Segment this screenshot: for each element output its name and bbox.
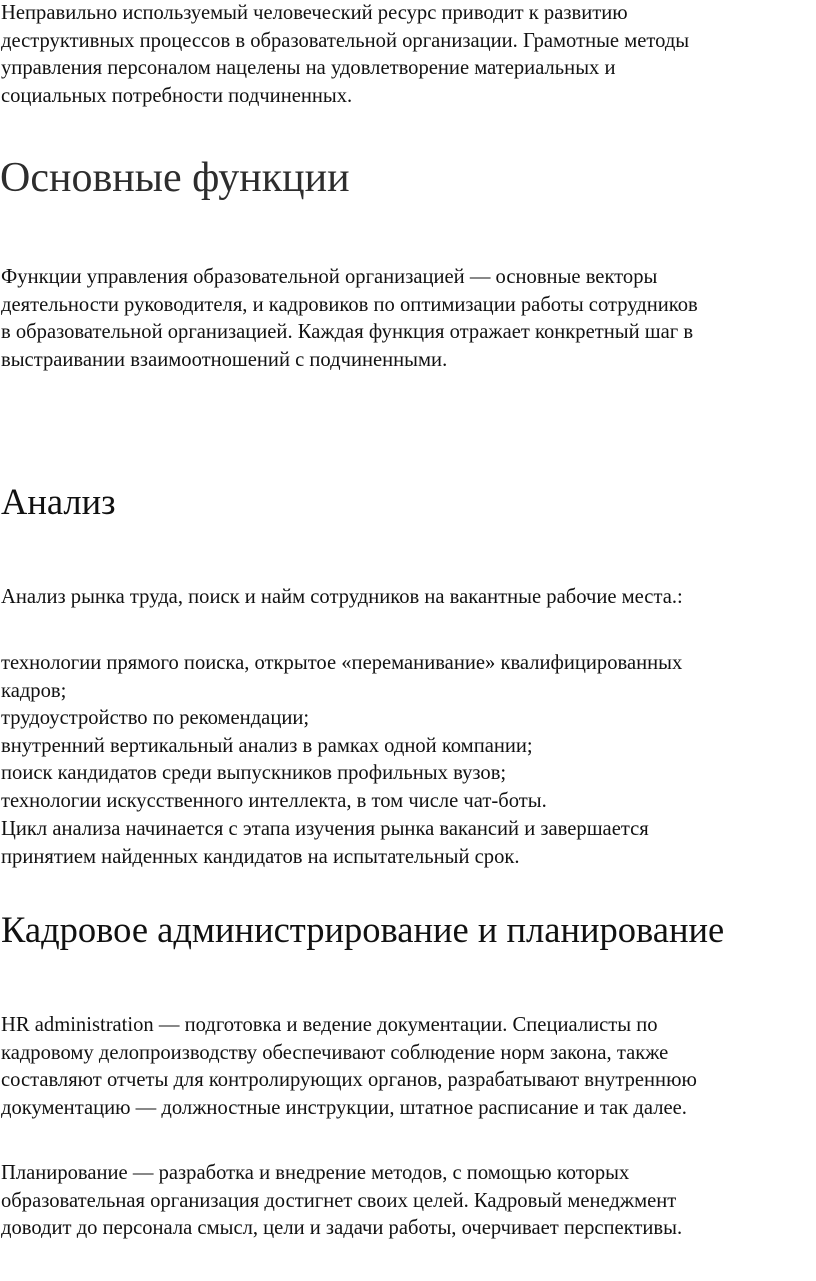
hr-line: составляют отчеты для контролирующих органов, разрабатывают внутреннюю — [1, 1069, 697, 1092]
functions-paragraph — [1, 264, 813, 374]
analysis-list — [1, 650, 813, 816]
functions-line: Функции управления образовательной организацией — основные векторы — [1, 266, 658, 288]
functions-heading: Основные функции — [0, 155, 350, 201]
intro-paragraph — [1, 0, 813, 110]
list-item — [1, 733, 813, 761]
hr-administration-paragraph — [1, 1012, 813, 1122]
hr-line: HR administration — подготовка и ведение документации. Специалисты по — [1, 1014, 658, 1036]
list-item-line: технологии прямого поиска, открытое «переманивание» квалифицированных — [1, 652, 683, 674]
list-item-line: внутренний вертикальный анализ в рамках одной компании; — [1, 734, 533, 757]
intro-line: Неправильно используемый человеческий ресурс приводит к развитию — [1, 2, 628, 24]
hr-line: кадровому делопроизводству обеспечивают соблюдение норм закона, также — [1, 1041, 669, 1064]
list-item — [1, 760, 813, 788]
analysis-lead-line: Анализ рынка труда, поиск и найм сотрудников на вакантные рабочие места.: — [1, 586, 683, 608]
hr-line: документацию — должностные инструкции, штатное расписание и так далее. — [1, 1096, 687, 1119]
planning-line: Планирование — разработка и внедрение методов, с помощью которых — [1, 1162, 630, 1184]
list-item-line: поиск кандидатов среди выпускников профильных вузов; — [1, 762, 507, 785]
analysis-heading: Анализ — [1, 481, 116, 522]
functions-line: выстраивании взаимоотношений с подчиненными. — [1, 348, 448, 371]
intro-line: социальных потребности подчиненных. — [1, 84, 353, 107]
planning-line: образовательная организация достигнет своих целей. Кадровый менеджмент — [1, 1189, 677, 1212]
functions-line: деятельности руководителя, и кадровиков по оптимизации работы сотрудников — [1, 293, 698, 316]
cycle-line: принятием найденных кандидатов на испытательный срок. — [1, 845, 520, 868]
analysis-cycle-paragraph — [1, 816, 813, 871]
list-item-line: кадров; — [1, 679, 67, 702]
list-item — [1, 788, 813, 816]
functions-line: в образовательной организацией. Каждая функция отражает конкретный шаг в — [1, 321, 694, 344]
list-item — [1, 650, 813, 705]
planning-line: доводит до персонала смысл, цели и задачи работы, очерчивает перспективы. — [1, 1217, 683, 1240]
list-item-line: трудоустройство по рекомендации; — [1, 707, 310, 730]
intro-line: управления персоналом нацелены на удовлетворение материальных и — [1, 57, 616, 80]
cycle-line: Цикл анализа начинается с этапа изучения рынка вакансий и завершается — [1, 818, 649, 840]
intro-line: деструктивных процессов в образовательной организации. Грамотные методы — [1, 29, 690, 52]
analysis-lead — [1, 584, 813, 612]
list-item-line: технологии искусственного интеллекта, в том числе чат-боты. — [1, 789, 547, 812]
administration-heading: Кадровое администрирование и планирование — [1, 909, 725, 950]
list-item — [1, 705, 813, 733]
planning-paragraph — [1, 1160, 813, 1243]
